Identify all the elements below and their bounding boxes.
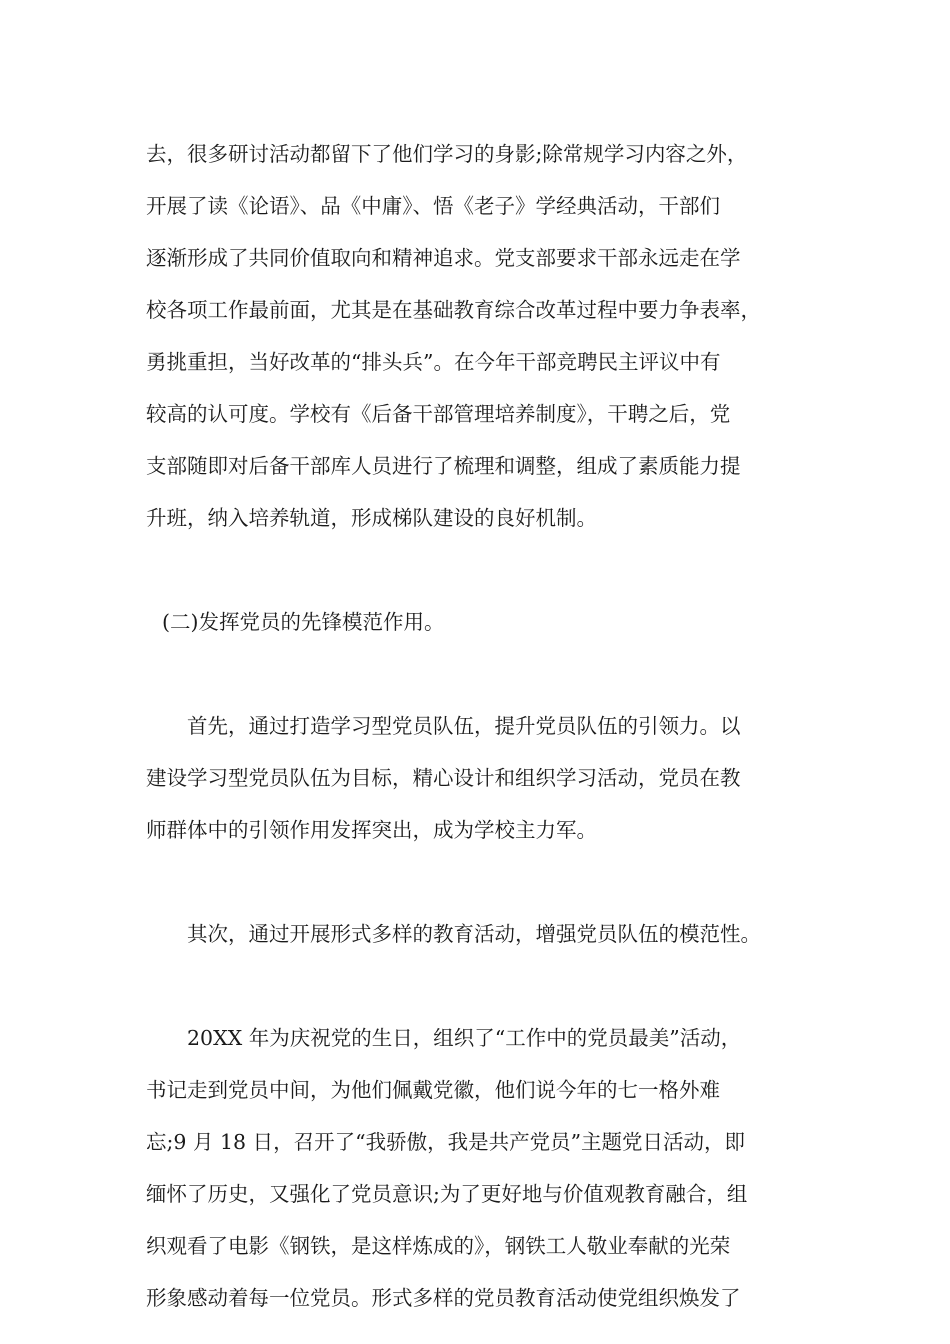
section-heading-text: (二)发挥党员的先锋模范作用。 [162, 610, 445, 634]
text-line: 建设学习型党员队伍为目标，精心设计和组织学习活动，党员在教 [146, 766, 741, 790]
paragraph-spacer [146, 856, 816, 908]
paragraph-spacer [146, 544, 816, 596]
paragraph-activities [146, 1012, 816, 1324]
text-line: 师群体中的引领作用发挥突出，成为学校主力军。 [146, 818, 597, 842]
text-line: 较高的认可度。学校有《后备干部管理培养制度》，干聘之后，党 [146, 402, 731, 426]
text-line: 支部随即对后备干部库人员进行了梳理和调整，组成了素质能力提 [146, 454, 741, 478]
text-line: 20XX 年为庆祝党的生日，组织了“工作中的党员最美”活动， [187, 1026, 742, 1050]
section-heading [146, 596, 816, 648]
text-line: 勇挑重担，当好改革的“排头兵”。在今年干部竞聘民主评议中有 [146, 350, 721, 374]
text-line: 校各项工作最前面，尤其是在基础教育综合改革过程中要力争表率， [146, 298, 761, 322]
paragraph-first [146, 700, 816, 856]
paragraph-second [146, 908, 816, 960]
paragraph-cadre-training [146, 128, 816, 544]
text-line: 首先，通过打造学习型党员队伍，提升党员队伍的引领力。以 [187, 714, 741, 738]
paragraph-spacer [146, 960, 816, 1012]
text-line: 去，很多研讨活动都留下了他们学习的身影;除常规学习内容之外， [146, 142, 748, 166]
text-line: 升班，纳入培养轨道，形成梯队建设的良好机制。 [146, 506, 597, 530]
text-line: 逐渐形成了共同价值取向和精神追求。党支部要求干部永远走在学 [146, 246, 741, 270]
text-line: 织观看了电影《钢铁，是这样炼成的》，钢铁工人敬业奉献的光荣 [146, 1234, 731, 1258]
paragraph-spacer [146, 648, 816, 700]
text-line: 忘;9 月 18 日，召开了“我骄傲，我是共产党员”主题党日活动，即 [146, 1130, 746, 1154]
text-line: 形象感动着每一位党员。形式多样的党员教育活动使党组织焕发了 [146, 1286, 741, 1310]
text-line: 缅怀了历史，又强化了党员意识;为了更好地与价值观教育融合，组 [146, 1182, 748, 1206]
document-body [146, 128, 816, 1324]
text-line: 书记走到党员中间，为他们佩戴党徽，他们说今年的七一格外难 [146, 1078, 720, 1102]
text-line: 其次，通过开展形式多样的教育活动，增强党员队伍的模范性。 [187, 922, 761, 946]
text-line: 开展了读《论语》、品《中庸》、悟《老子》学经典活动，干部们 [146, 194, 720, 218]
